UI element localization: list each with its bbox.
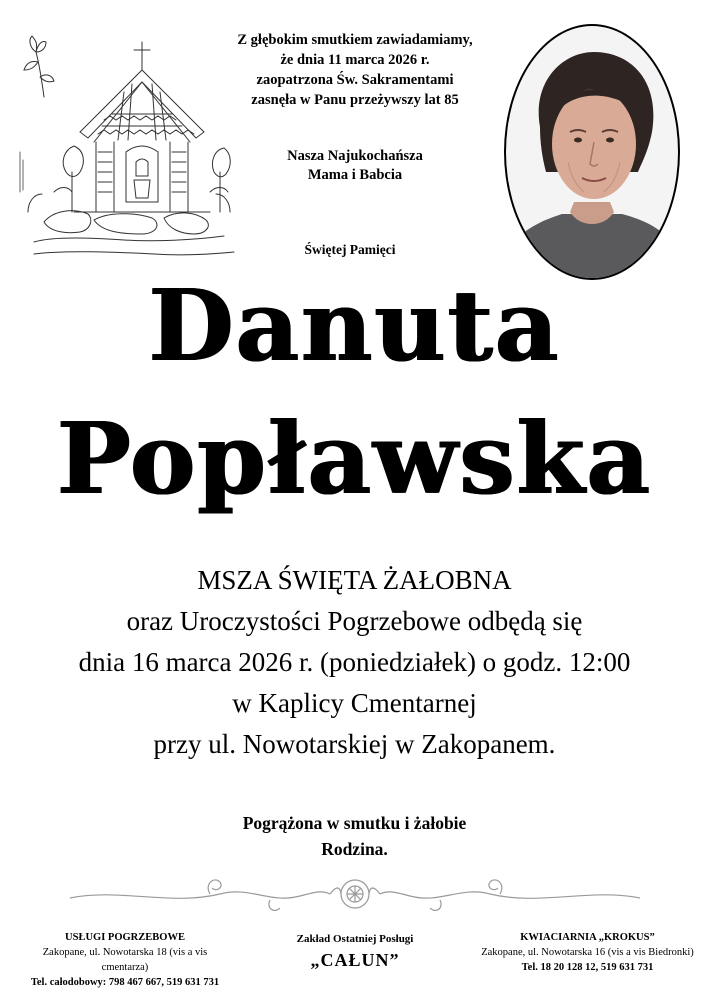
- mass-line: przy ul. Nowotarskiej w Zakopanem.: [153, 729, 556, 759]
- footer-left-phone: Tel. całodobowy: 798 467 667, 519 631 731: [30, 977, 220, 988]
- family-signature: [0, 810, 709, 862]
- footer-right-phone: Tel. 18 20 128 12, 519 631 731: [521, 962, 654, 973]
- family-title-line: Nasza Najukochańsza: [287, 148, 423, 164]
- deceased-last-name: Popławska: [56, 402, 653, 517]
- mass-line: w Kaplicy Cmentarnej: [232, 688, 477, 718]
- footer-right-address: Zakopane, ul. Nowotarska 16 (vis a vis Biedronki): [481, 947, 694, 958]
- footer-left-title: USŁUGI POGRZEBOWE: [65, 932, 185, 943]
- footer-middle-name: „CAŁUN”: [310, 950, 400, 970]
- funeral-services-contact: [20, 930, 230, 990]
- deceased-first-name: Danuta: [148, 269, 561, 384]
- mass-line: MSZA ŚWIĘTA ŻAŁOBNA: [197, 565, 512, 595]
- funeral-mass-info: [0, 560, 709, 765]
- announcement-intro: [205, 30, 505, 110]
- closing-line: Rodzina.: [321, 839, 388, 859]
- ornamental-divider-icon: [60, 870, 650, 920]
- intro-line: zaopatrzona Św. Sakramentami: [256, 72, 454, 88]
- closing-line: Pogrążona w smutku i żałobie: [242, 813, 467, 833]
- family-title: [205, 147, 505, 185]
- memory-heading: Świętej Pamięci: [304, 242, 396, 257]
- footer-right-title: KWIACIARNIA „KROKUS”: [520, 932, 655, 943]
- mass-line: oraz Uroczystości Pogrzebowe odbędą się: [126, 606, 583, 636]
- deceased-portrait: [502, 22, 682, 282]
- funeral-home-brand: [250, 932, 460, 973]
- intro-line: że dnia 11 marca 2026 r.: [280, 52, 430, 68]
- intro-line: zasnęła w Panu przeżywszy lat 85: [251, 92, 459, 108]
- footer-left-address: Zakopane, ul. Nowotarska 18 (vis a vis cmentarza): [42, 947, 208, 973]
- mass-line: dnia 16 marca 2026 r. (poniedziałek) o godz. 12:00: [78, 647, 631, 677]
- intro-line: Z głębokim smutkiem zawiadamiamy,: [237, 32, 473, 48]
- footer-middle-label: Zakład Ostatniej Posługi: [296, 933, 414, 945]
- florist-contact: [480, 930, 695, 975]
- family-title-line: Mama i Babcia: [307, 167, 403, 183]
